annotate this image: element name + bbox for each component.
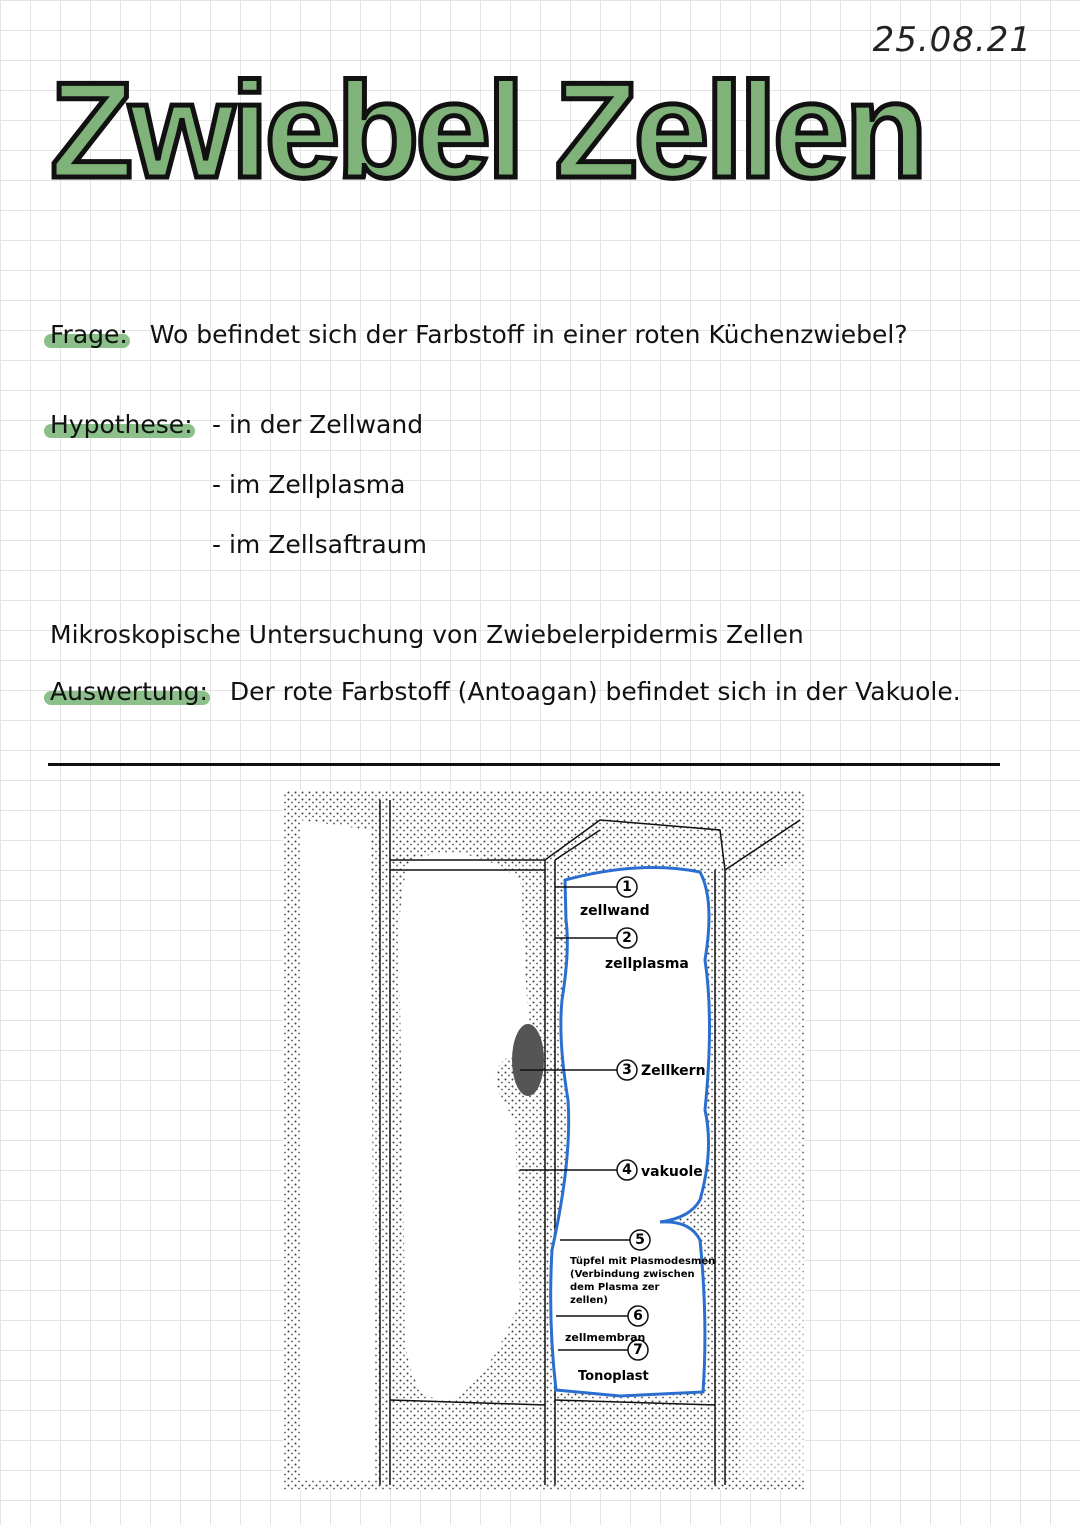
question-label: Frage: [50, 320, 128, 349]
label-number: 2 [622, 930, 632, 946]
label-vakuole: vakuole [641, 1164, 703, 1180]
divider [48, 763, 1000, 766]
label-tonoplast: Tonoplast [578, 1369, 649, 1384]
onion-cell-diagram [283, 790, 805, 1490]
label-number: 1 [622, 879, 632, 895]
label-zellkern: Zellkern [641, 1063, 706, 1079]
hypothesis-item: - in der Zellwand [212, 410, 424, 439]
label-number: 4 [622, 1162, 632, 1178]
nucleus [512, 1024, 544, 1096]
date: 25.08.21 [872, 20, 1032, 60]
page-title: Zwiebel Zellen [50, 54, 924, 206]
label-zellwand: zellwand [580, 903, 650, 919]
label-number: 6 [633, 1308, 643, 1324]
label-tuepfel: zellen) [570, 1295, 608, 1306]
question-line [50, 320, 908, 349]
label-tuepfel: (Verbindung zwischen [570, 1269, 695, 1280]
left-cell-vacuole [399, 853, 530, 1400]
label-tuepfel: Tüpfel mit Plasmodesmen [570, 1256, 716, 1267]
label-tuepfel: dem Plasma zer [570, 1282, 660, 1293]
label-number: 3 [622, 1062, 632, 1078]
label-zellplasma: zellplasma [605, 956, 689, 972]
label-number: 5 [635, 1232, 645, 1248]
label-number: 7 [633, 1342, 643, 1358]
method-text: Mikroskopische Untersuchung von Zwiebelerpidermis Zellen [50, 620, 804, 649]
label-zellmembran: zellmembran [565, 1331, 646, 1344]
hypothesis-item: - im Zellsaftraum [212, 530, 427, 559]
hypothesis-item: - im Zellplasma [212, 470, 406, 499]
evaluation-label: Auswertung: [50, 677, 208, 706]
evaluation-text: Der rote Farbstoff (Antoagan) befindet sich in der Vakuole. [229, 677, 961, 706]
hypothesis-label: Hypothese: [50, 410, 193, 439]
question-text: Wo befindet sich der Farbstoff in einer roten Küchenzwiebel? [149, 320, 908, 349]
evaluation-line [50, 677, 961, 706]
